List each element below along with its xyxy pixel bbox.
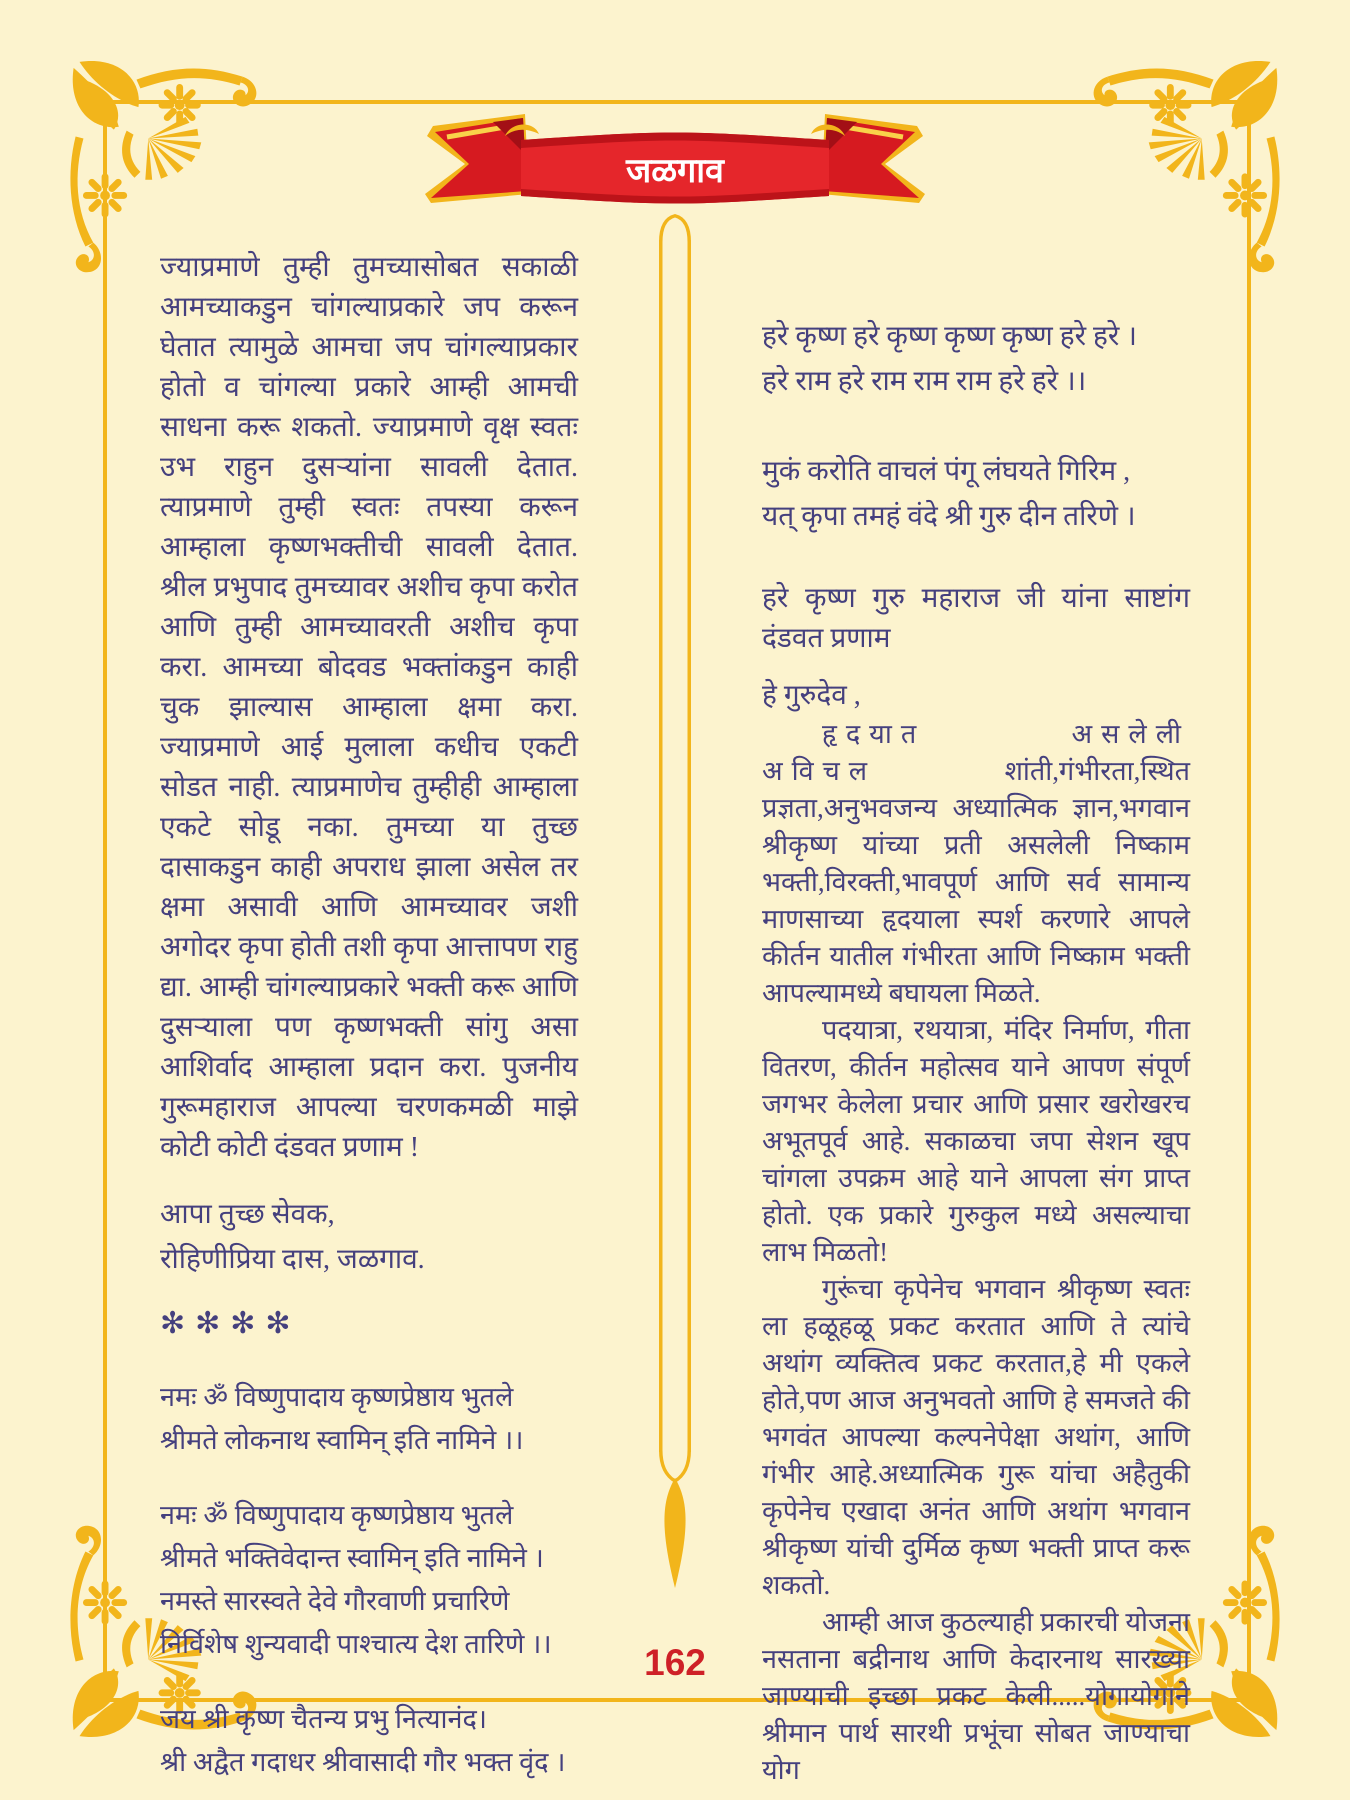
- mahamantra-verse: [762, 314, 1190, 404]
- left-column: [160, 248, 578, 1784]
- right-paragraph-1: [762, 716, 1190, 1012]
- verse-line: हरे राम हरे राम राम राम हरे हरे ।।: [762, 366, 1087, 397]
- verse-line: यत् कृपा तमहं वंदे श्री गुरु दीन तरिणे ।: [762, 501, 1136, 532]
- signature-line-1: आपा तुच्छ सेवक,: [160, 1199, 335, 1230]
- paragraph-text: शांती,गंभीरता,स्थित प्रज्ञता,अनुभवजन्य अध्यात्मिक ज्ञान,भगवान श्रीकृष्ण यांच्या प्रती असलेली निष्काम भक्ती,विरक्ती,भावपूर्ण आणि सर्व सामान्य माणसाच्या हृदयाला स्पर्श करणारे आपले कीर्तन यातील गंभीरता आणि निष्काम भक्ती आपल्यामध्ये बघायला मिळते.: [762, 756, 1190, 1008]
- right-column: [762, 314, 1190, 1789]
- column-divider: [652, 212, 698, 1604]
- tracked-lead-text: हृदयात असलेली अविचल: [762, 719, 1190, 786]
- shloka-2: [160, 1494, 578, 1666]
- verse-line: हरे कृष्ण हरे कृष्ण कृष्ण कृष्ण हरे हरे ।: [762, 321, 1137, 352]
- guru-verse: [762, 449, 1190, 539]
- shloka-line: श्रीमते लोकनाथ स्वामिन् इति नामिने ।।: [160, 1425, 524, 1455]
- signature-block: [160, 1192, 578, 1282]
- ribbon-banner: [405, 102, 945, 208]
- right-paragraph-2: पदयात्रा, रथयात्रा, मंदिर निर्माण, गीता वितरण, कीर्तन महोत्सव याने आपण संपूर्ण जगभर केलेला प्रचार आणि प्रसार खरोखरच अभूतपूर्व आहे. सकाळचा जपा सेशन खूप चांगला उपक्रम आहे याने आपला संग प्राप्त होतो. एक प्रकारे गुरुकुल मध्ये असल्याचा लाभ मिळतो!: [762, 1015, 1190, 1267]
- right-paragraph-4: आम्ही आज कुठल्याही प्रकारची योजना नसताना बद्रीनाथ आणि केदारनाथ सारख्या जाण्याची इच्छा प्रकट केली.....योगायोगाने श्रीमान पार्थ सारथी प्रभूंचा सोबत जाण्याचा योग: [762, 1607, 1190, 1785]
- shloka-line: निर्विशेष शुन्यवादी पाश्चात्य देश तारिणे ।।: [160, 1629, 552, 1659]
- left-letter-paragraph: ज्याप्रमाणे तुम्ही तुमच्यासोबत सकाळी आमच्याकडुन चांगल्याप्रकारे जप करून घेतात त्यामुळे आमचा जप चांगल्याप्रकार होतो व चांगल्या प्रकारे आम्ही आमची साधना करू शकतो. ज्याप्रमाणे वृक्ष स्वतः उभ राहुन दुसऱ्यांना सावली देतात. त्याप्रमाणे तुम्ही स्वतः तपस्या करून आम्हाला कृष्णभक्तीची सावली देतात. श्रील प्रभुपाद तुमच्यावर अशीच कृपा करोत आणि तुम्ही आमच्यावरती अशीच कृपा करा. आमच्या बोदवड भक्तांकडुन काही चुक झाल्यास आम्हाला क्षमा करा. ज्याप्रमाणे आई मुलाला कधीच एकटी सोडत नाही. त्याप्रमाणेच तुम्हीही आम्हाला एकटे सोडू नका. तुमच्या या तुच्छ दासाकडुन काही अपराध झाला असेल तर क्षमा असावी आणि आमच्यावर जशी अगोदर कृपा होती तशी कृपा आत्तापण राहु द्या. आम्ही चांगल्याप्रकारे भक्ती करू आणि दुसऱ्याला पण कृष्णभक्ती सांगु असा आशिर्वाद आम्हाला प्रदान करा. पुजनीय गुरूमहाराज आपल्या चरणकमळी माझे कोटी कोटी दंडवत प्रणाम !: [160, 252, 578, 1163]
- stars-separator: ✻✻✻✻: [160, 1307, 301, 1340]
- signature-line-2: रोहिणीप्रिया दास, जळगाव.: [160, 1244, 425, 1275]
- shloka-line: श्री अद्वैत गदाधर श्रीवासादी गौर भक्त वृंद ।: [160, 1747, 566, 1777]
- right-paragraph-3: गुरूंचा कृपेनेच भगवान श्रीकृष्ण स्वतः ला हळूहळू प्रकट करतात आणि ते त्यांचे अथांग व्यक्तित्व प्रकट करतात,हे मी एकले होते,पण आज अनुभवतो आणि हे समजते की भगवंत आपल्या कल्पनेपेक्षा अथांग, आणि गंभीर आहे.अध्यात्मिक गुरू यांचा अहैतुकी कृपेनेच एखादा अनंत आणि अथांग भगवान श्रीकृष्ण यांची दुर्मिळ कृष्ण भक्ती प्राप्त करू शकतो.: [762, 1274, 1190, 1600]
- shloka-line: नमः ॐ विष्णुपादाय कृष्णप्रेष्ठाय भुतले: [160, 1500, 514, 1530]
- shloka-line: नमः ॐ विष्णुपादाय कृष्णप्रेष्ठाय भुतले: [160, 1382, 514, 1412]
- shloka-line: श्रीमते भक्तिवेदान्त स्वामिन् इति नामिने ।: [160, 1543, 544, 1573]
- divider-drop: [664, 1478, 685, 1588]
- banner-title: जळगाव: [626, 153, 724, 190]
- corner-flourish-top-right: [1080, 48, 1296, 284]
- shloka-line: नमस्ते सारस्वते देवे गौरवाणी प्रचारिणे: [160, 1586, 510, 1616]
- salutation: हरे कृष्ण गुरु महाराज जी यांना साष्टांग दंडवत प्रणाम: [762, 583, 1190, 654]
- page-number: 162: [644, 1642, 706, 1683]
- shloka-line: जय श्री कृष्ण चैतन्य प्रभु नित्यानंद।: [160, 1704, 488, 1734]
- shloka-3: [160, 1698, 578, 1784]
- verse-line: मुकं करोति वाचलं पंगू लंघयते गिरिम ,: [762, 456, 1131, 487]
- greeting: हे गुरुदेव ,: [762, 680, 861, 711]
- shloka-1: [160, 1376, 578, 1462]
